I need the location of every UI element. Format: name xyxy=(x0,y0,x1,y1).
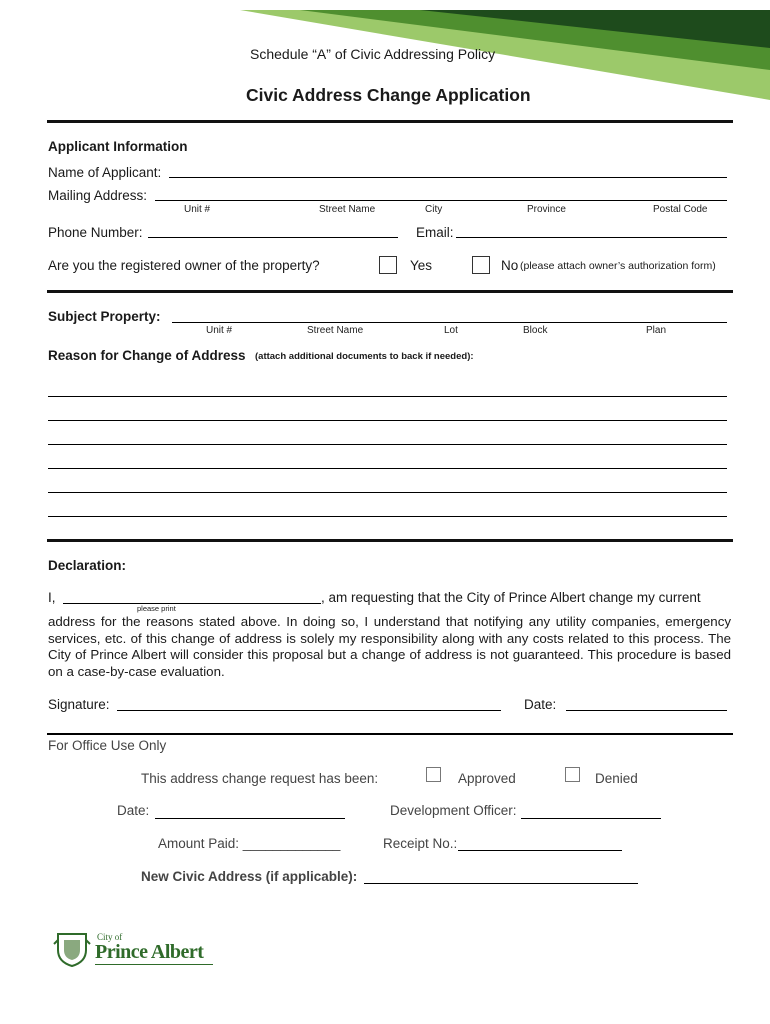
subject-property-label: Subject Property: xyxy=(48,309,161,324)
amount-paid-label[interactable]: Amount Paid: _____________ xyxy=(158,836,341,851)
declaration-name-field[interactable] xyxy=(63,603,321,604)
reason-line[interactable] xyxy=(48,492,727,493)
subject-sub-lot: Lot xyxy=(444,325,458,336)
office-date-field[interactable] xyxy=(155,818,345,819)
officer-label: Development Officer: xyxy=(390,803,517,818)
mailing-sub-province: Province xyxy=(527,204,566,215)
mailing-sub-city: City xyxy=(425,204,443,215)
reason-label: Reason for Change of Address xyxy=(48,348,246,363)
receipt-field[interactable] xyxy=(458,850,622,851)
owner-no-checkbox[interactable] xyxy=(472,256,490,274)
applicant-name-field[interactable] xyxy=(169,177,727,178)
city-crest-icon xyxy=(52,930,92,968)
officer-field[interactable] xyxy=(521,818,661,819)
mailing-address-label: Mailing Address: xyxy=(48,188,148,203)
mailing-sub-street: Street Name xyxy=(319,204,376,215)
approved-checkbox[interactable] xyxy=(426,767,441,782)
applicant-section-title: Applicant Information xyxy=(48,139,188,154)
office-date-label: Date: xyxy=(117,803,150,818)
office-rule xyxy=(47,733,733,735)
subject-sub-plan: Plan xyxy=(646,325,667,336)
subject-property-field[interactable] xyxy=(172,322,727,323)
title-rule xyxy=(47,120,733,123)
schedule-caption: Schedule “A” of Civic Addressing Policy xyxy=(250,46,496,62)
owner-no-label: No xyxy=(501,258,519,273)
reason-line[interactable] xyxy=(48,468,727,469)
owner-no-note: (please attach owner’s authorization form) xyxy=(520,260,716,272)
reason-note: (attach additional documents to back if needed): xyxy=(255,351,474,362)
office-title: For Office Use Only xyxy=(48,738,167,753)
declaration-i: I, xyxy=(48,590,56,605)
new-address-label: New Civic Address (if applicable): xyxy=(141,869,358,884)
signature-field[interactable] xyxy=(117,710,501,711)
declaration-line1: , am requesting that the City of Prince Albert change my current xyxy=(321,590,701,605)
logo-underline xyxy=(95,964,213,965)
logo-city-of: City of xyxy=(97,932,123,942)
approved-label: Approved xyxy=(458,771,516,786)
denied-label: Denied xyxy=(595,771,638,786)
mailing-sub-unit: Unit # xyxy=(184,204,211,215)
subject-sub-unit: Unit # xyxy=(206,325,233,336)
owner-yes-checkbox[interactable] xyxy=(379,256,397,274)
declaration-label: Declaration: xyxy=(48,558,127,573)
declaration-date-field[interactable] xyxy=(566,710,727,711)
declaration-date-label: Date: xyxy=(524,697,557,712)
signature-label: Signature: xyxy=(48,697,110,712)
reason-line[interactable] xyxy=(48,516,727,517)
subject-sub-block: Block xyxy=(523,325,548,336)
mailing-address-field[interactable] xyxy=(155,200,727,201)
new-address-field[interactable] xyxy=(364,883,638,884)
reason-line[interactable] xyxy=(48,396,727,397)
reason-line[interactable] xyxy=(48,420,727,421)
email-label: Email: xyxy=(416,225,454,240)
phone-label: Phone Number: xyxy=(48,225,143,240)
phone-field[interactable] xyxy=(148,237,398,238)
mailing-sub-postal: Postal Code xyxy=(653,204,708,215)
please-print-note: please print xyxy=(137,604,176,613)
email-field[interactable] xyxy=(456,237,727,238)
subject-sub-street: Street Name xyxy=(307,325,364,336)
applicant-name-label: Name of Applicant: xyxy=(48,165,162,180)
section-rule-1 xyxy=(47,290,733,293)
owner-yes-label: Yes xyxy=(410,258,433,273)
denied-checkbox[interactable] xyxy=(565,767,580,782)
page-title: Civic Address Change Application xyxy=(246,85,531,105)
office-request-label: This address change request has been: xyxy=(141,771,379,786)
owner-question: Are you the registered owner of the property? xyxy=(48,258,320,273)
reason-line[interactable] xyxy=(48,444,727,445)
section-rule-2 xyxy=(47,539,733,542)
receipt-label: Receipt No.: xyxy=(383,836,458,851)
logo-prince-albert: Prince Albert xyxy=(95,941,204,963)
declaration-paragraph: address for the reasons stated above. In doing so, I understand that notifying any utility companies, emergency services, etc. of this change of address is solely my responsibility along with any costs related to this process. The City of Prince Albert will consider this proposal but a change of address is not guaranteed. This procedure is based on a case-by-case evaluation. xyxy=(48,614,731,679)
